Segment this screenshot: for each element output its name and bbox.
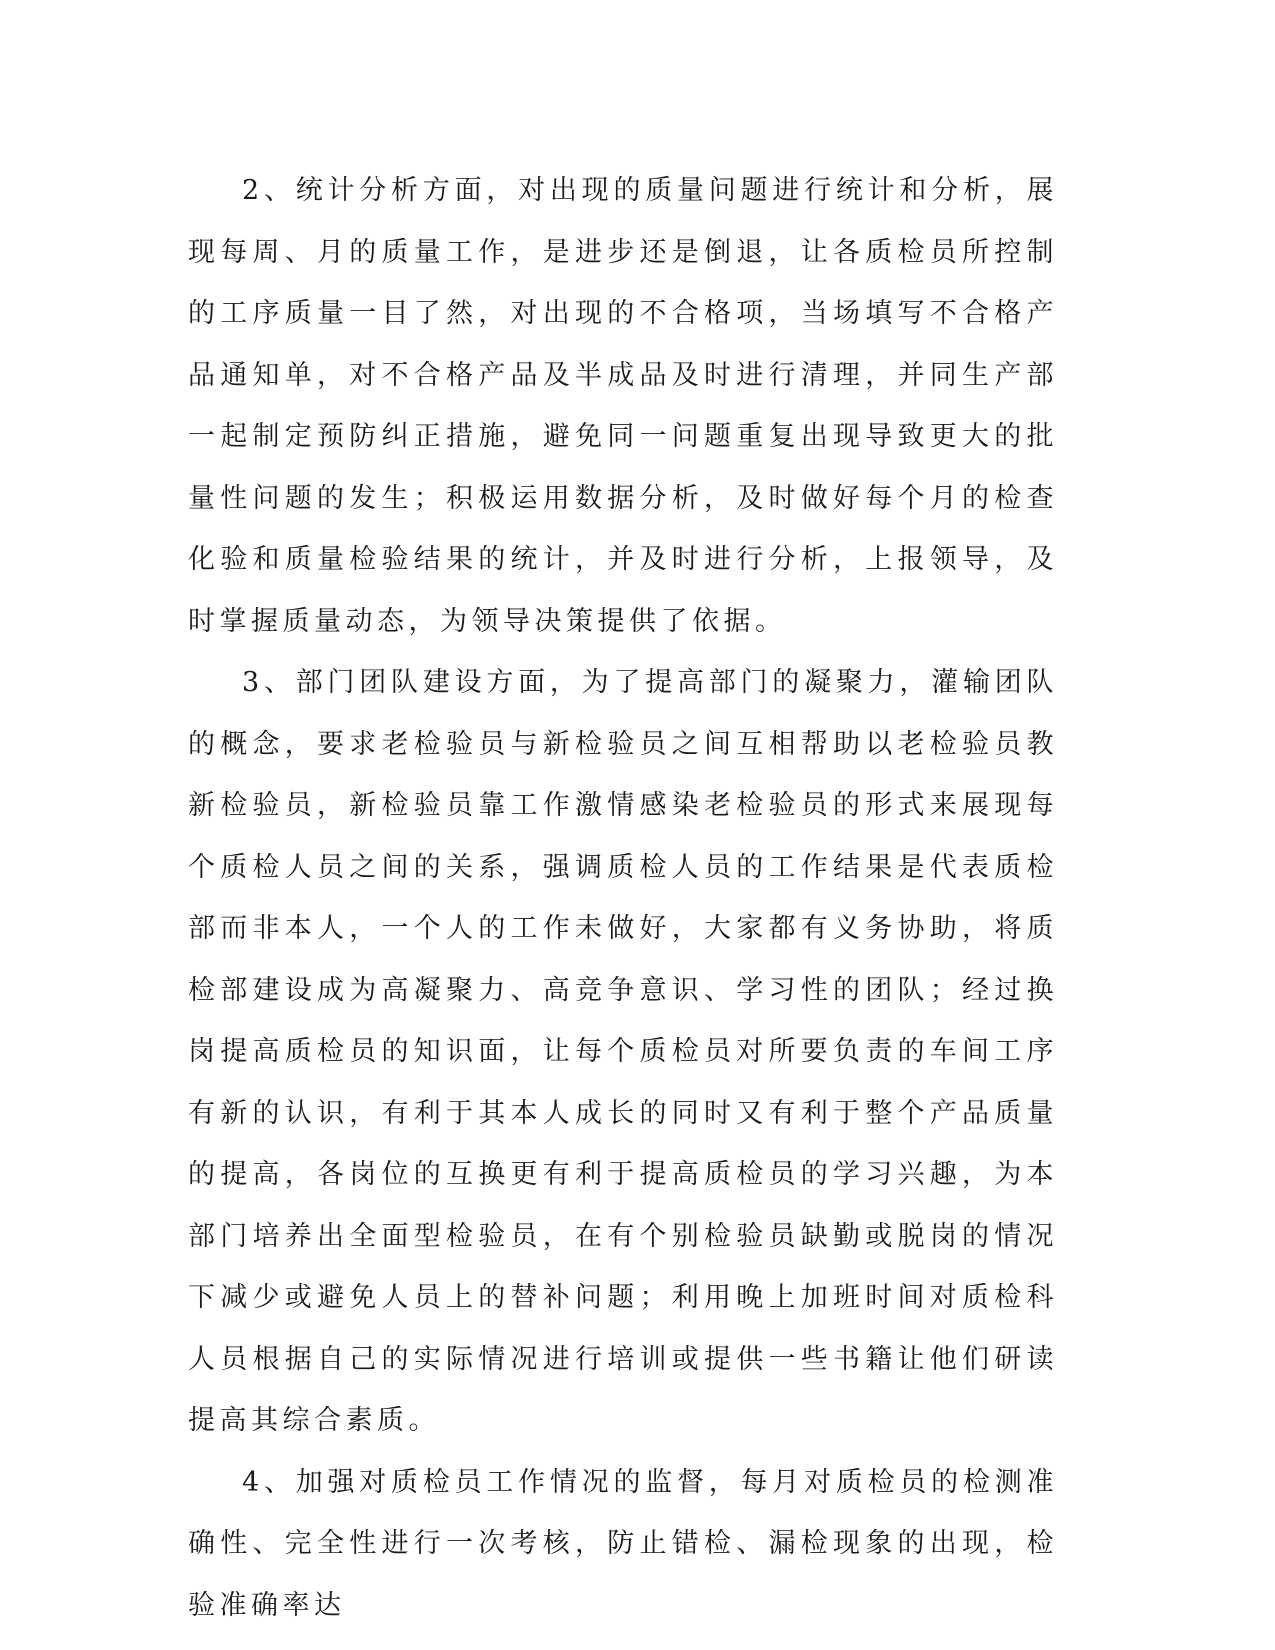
paragraph-inspector-supervision: 4、加强对质检员工作情况的监督，每月对质检员的检测准确性、完全性进行一次考核，防止错检、漏检现象的出现，检验准确率达 [188, 1466, 1058, 1621]
document-body [188, 160, 1058, 1636]
paragraph-team-building: 3、部门团队建设方面，为了提高部门的凝聚力，灌输团队的概念，要求老检验员与新检验员之间互相帮助以老检验员教新检验员，新检验员靠工作激情感染老检验员的形式来展现每个质检人员之间的关系，强调质检人员的工作结果是代表质检部而非本人，一个人的工作未做好，大家都有义务协助，将质检部建设成为高凝聚力、高竞争意识、学习性的团队；经过换岗提高质检员的知识面，让每个质检员对所要负责的车间工序有新的认识，有利于其本人成长的同时又有利于整个产品质量的提高，各岗位的互换更有利于提高质检员的学习兴趣，为本部门培养出全面型检验员，在有个别检验员缺勤或脱岗的情况下减少或避免人员上的替补问题；利用晚上加班时间对质检科人员根据自己的实际情况进行培训或提供一些书籍让他们研读提高其综合素质。 [188, 667, 1058, 1436]
paragraph-statistical-analysis: 2、统计分析方面，对出现的质量问题进行统计和分析，展现每周、月的质量工作，是进步还是倒退，让各质检员所控制的工序质量一目了然，对出现的不合格项，当场填写不合格产品通知单，对不合格产品及半成品及时进行清理，并同生产部一起制定预防纠正措施，避免同一问题重复出现导致更大的批量性问题的发生；积极运用数据分析，及时做好每个月的检查化验和质量检验结果的统计，并及时进行分析，上报领导，及时掌握质量动态，为领导决策提供了依据。 [188, 175, 1058, 637]
